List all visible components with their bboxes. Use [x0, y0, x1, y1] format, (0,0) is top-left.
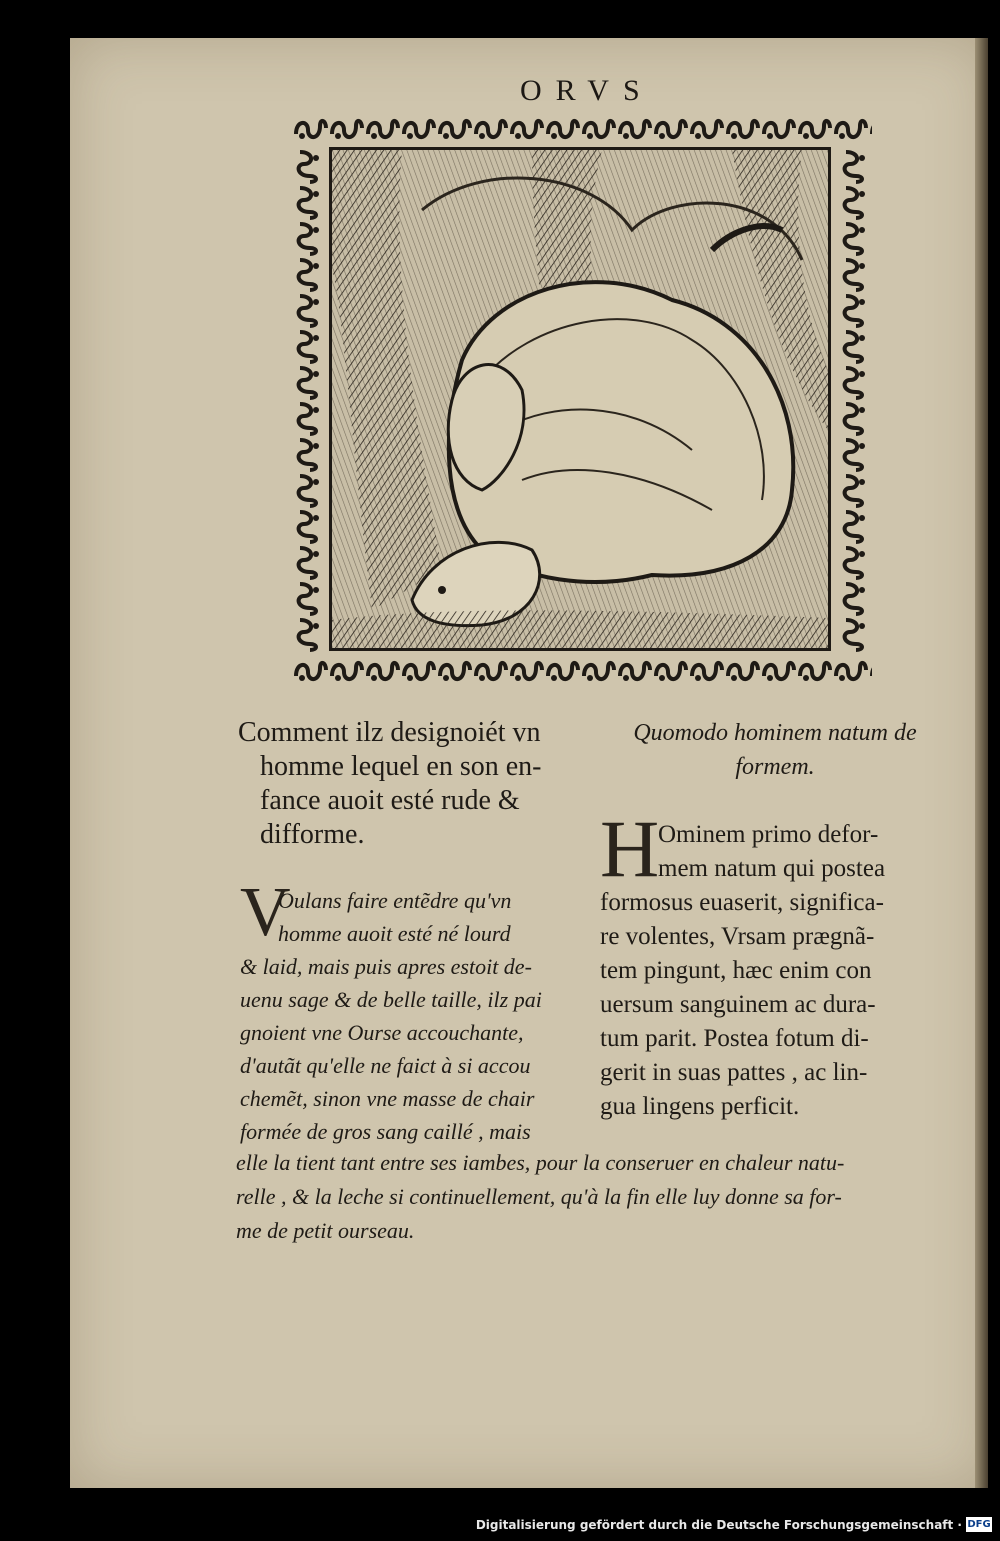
ornamental-frame [292, 112, 872, 694]
french-heading-line: fance auoit esté rude & [260, 785, 520, 816]
border-left-ornament [292, 148, 326, 654]
french-body-line: gnoient vne Ourse accouchante, [240, 1020, 524, 1045]
latin-body-line: tem pingunt, hæc enim con [600, 957, 872, 984]
latin-body-line: re volentes, Vrsam prægnã- [600, 923, 875, 950]
french-heading-line: homme lequel en son en- [260, 751, 542, 782]
french-body-line: formée de gros sang caillé , mais [240, 1119, 531, 1144]
latin-body-line: tum parit. Postea fotum di- [600, 1025, 869, 1052]
running-head: ORVS [520, 74, 654, 107]
french-body-line: d'autãt qu'elle ne faict à si accou [240, 1053, 531, 1078]
border-bottom-ornament [292, 654, 872, 690]
french-body-line: uenu sage & de belle taille, ilz pai [240, 987, 542, 1012]
french-dropcap: V [240, 874, 291, 951]
page-edge-right [975, 38, 988, 1488]
french-body-line: & laid, mais puis apres estoit de- [240, 954, 532, 979]
latin-body-line: Ominem primo defor- [658, 821, 879, 848]
latin-body [600, 818, 958, 1124]
french-continuation-line: me de petit ourseau. [236, 1218, 415, 1243]
latin-heading [600, 716, 950, 784]
latin-body-line: mem natum qui postea [658, 855, 886, 882]
latin-body-line: gua lingens perficit. [600, 1093, 800, 1120]
french-continuation [236, 1146, 966, 1248]
french-body-line: homme auoit esté né lourd [278, 921, 511, 946]
french-heading-line: difforme. [260, 819, 365, 850]
border-top-ornament [292, 112, 872, 148]
french-body-line: chemẽt, sinon vne masse de chair [240, 1086, 535, 1111]
latin-body-line: uersum sanguinem ac dura- [600, 991, 876, 1018]
latin-heading-line: Quomodo hominem natum de [633, 720, 917, 746]
french-heading [238, 716, 588, 852]
french-body [240, 884, 595, 1148]
bear-icon [332, 150, 828, 648]
french-continuation-line: elle la tient tant entre ses iambes, pour la conseruer en chaleur natu- [236, 1150, 845, 1175]
border-right-ornament [838, 148, 872, 654]
french-body-line: Oulans faire entẽdre qu'vn [278, 888, 512, 913]
latin-dropcap: H [600, 803, 660, 894]
latin-body-line: formosus euaserit, significa- [600, 889, 884, 916]
dfg-logo: DFG [967, 1519, 991, 1530]
french-heading-line: Comment ilz designoiét vn [238, 717, 541, 748]
latin-body-line: gerit in suas pattes , ac lin- [600, 1059, 868, 1086]
footer-credit: Digitalisierung gefördert durch die Deutsche Forschungsgemeinschaft · [475, 1518, 962, 1532]
french-continuation-line: relle , & la leche si continuellement, qu'à la fin elle luy donne sa for- [236, 1184, 842, 1209]
latin-heading-line: formem. [735, 754, 815, 780]
